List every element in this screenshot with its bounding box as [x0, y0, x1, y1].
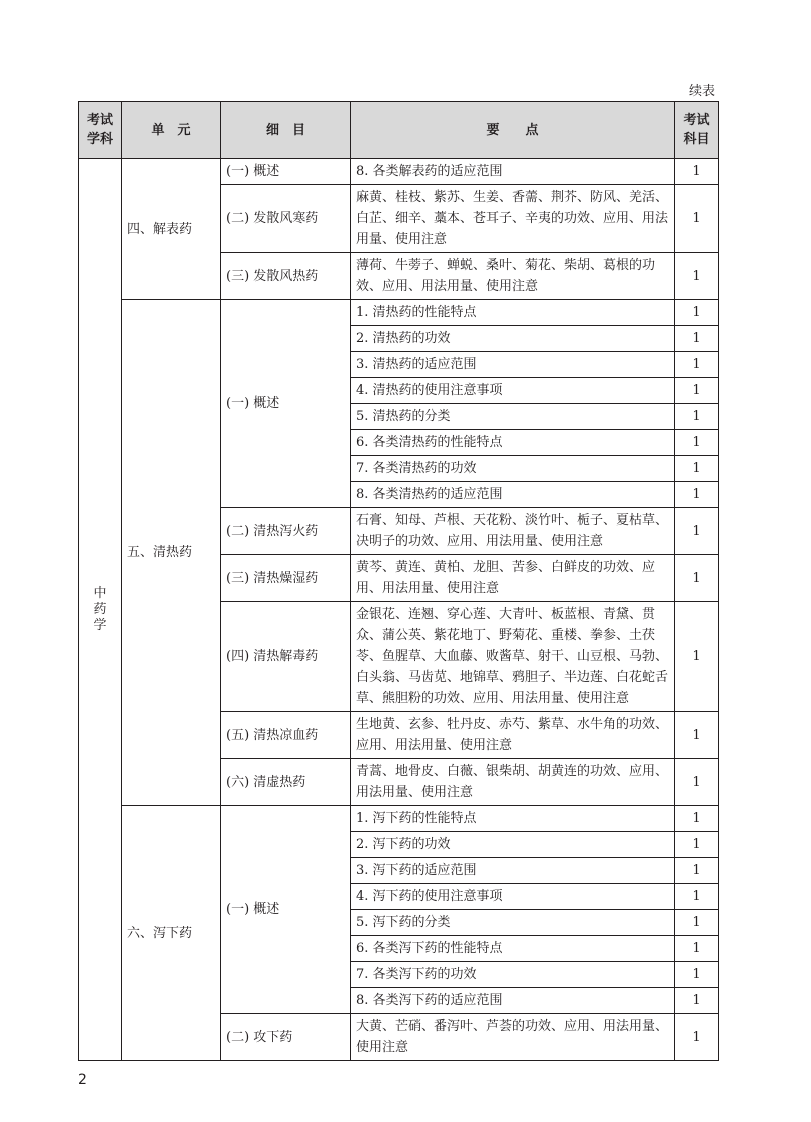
count-cell: 1 [675, 832, 719, 858]
unit-cell: 五、清热药 [122, 300, 221, 806]
detail-cell: (二) 发散风寒药 [221, 185, 351, 253]
header-detail: 细 目 [221, 102, 351, 159]
header-subject: 考试学科 [79, 102, 122, 159]
syllabus-table [78, 101, 719, 1061]
detail-cell: (一) 概述 [221, 159, 351, 185]
point-cell: 5. 清热药的分类 [351, 404, 675, 430]
point-cell: 8. 各类解表药的适应范围 [351, 159, 675, 185]
point-cell: 8. 各类泻下药的适应范围 [351, 988, 675, 1014]
point-cell: 6. 各类清热药的性能特点 [351, 430, 675, 456]
count-cell: 1 [675, 910, 719, 936]
detail-cell: (四) 清热解毒药 [221, 602, 351, 712]
detail-cell: (一) 概述 [221, 806, 351, 1014]
detail-cell: (五) 清热凉血药 [221, 712, 351, 759]
unit-cell: 四、解表药 [122, 159, 221, 300]
count-cell: 1 [675, 430, 719, 456]
count-cell: 1 [675, 508, 719, 555]
count-cell: 1 [675, 404, 719, 430]
table-header-row [79, 102, 719, 159]
point-cell: 3. 泻下药的适应范围 [351, 858, 675, 884]
point-cell: 5. 泻下药的分类 [351, 910, 675, 936]
header-points: 要 点 [351, 102, 675, 159]
point-cell: 7. 各类泻下药的功效 [351, 962, 675, 988]
point-cell: 大黄、芒硝、番泻叶、芦荟的功效、应用、用法用量、使用注意 [351, 1014, 675, 1061]
point-cell: 2. 清热药的功效 [351, 326, 675, 352]
point-cell: 生地黄、玄参、牡丹皮、赤芍、紫草、水牛角的功效、应用、用法用量、使用注意 [351, 712, 675, 759]
count-cell: 1 [675, 185, 719, 253]
subject-char: 药 [93, 601, 107, 617]
point-cell: 1. 泻下药的性能特点 [351, 806, 675, 832]
detail-cell: (二) 清热泻火药 [221, 508, 351, 555]
count-cell: 1 [675, 602, 719, 712]
point-cell: 麻黄、桂枝、紫苏、生姜、香薷、荆芥、防风、羌活、白芷、细辛、藁本、苍耳子、辛夷的功效、应用、用法用量、使用注意 [351, 185, 675, 253]
count-cell: 1 [675, 378, 719, 404]
header-exam: 考试科目 [675, 102, 719, 159]
count-cell: 1 [675, 962, 719, 988]
count-cell: 1 [675, 936, 719, 962]
header-unit: 单 元 [122, 102, 221, 159]
point-cell: 薄荷、牛蒡子、蝉蜕、桑叶、菊花、柴胡、葛根的功效、应用、用法用量、使用注意 [351, 253, 675, 300]
table-row [79, 300, 719, 326]
point-cell: 金银花、连翘、穿心莲、大青叶、板蓝根、青黛、贯众、蒲公英、紫花地丁、野菊花、重楼、拳参、土茯苓、鱼腥草、大血藤、败酱草、射干、山豆根、马勃、白头翁、马齿苋、地锦草、鸦胆子、半边莲、白花蛇舌草、熊胆粉的功效、应用、用法用量、使用注意 [351, 602, 675, 712]
count-cell: 1 [675, 759, 719, 806]
point-cell: 青蒿、地骨皮、白薇、银柴胡、胡黄连的功效、应用、用法用量、使用注意 [351, 759, 675, 806]
detail-cell: (六) 清虚热药 [221, 759, 351, 806]
count-cell: 1 [675, 352, 719, 378]
detail-cell: (一) 概述 [221, 300, 351, 508]
detail-cell: (三) 发散风热药 [221, 253, 351, 300]
point-cell: 6. 各类泻下药的性能特点 [351, 936, 675, 962]
continued-label: 续表 [688, 84, 715, 99]
point-cell: 黄芩、黄连、黄柏、龙胆、苦参、白鲜皮的功效、应用、用法用量、使用注意 [351, 555, 675, 602]
point-cell: 石膏、知母、芦根、天花粉、淡竹叶、栀子、夏枯草、决明子的功效、应用、用法用量、使用注意 [351, 508, 675, 555]
page-number: 2 [78, 1072, 87, 1088]
point-cell: 8. 各类清热药的适应范围 [351, 482, 675, 508]
point-cell: 3. 清热药的适应范围 [351, 352, 675, 378]
subject-name [84, 586, 116, 634]
count-cell: 1 [675, 159, 719, 185]
count-cell: 1 [675, 858, 719, 884]
point-cell: 4. 泻下药的使用注意事项 [351, 884, 675, 910]
count-cell: 1 [675, 988, 719, 1014]
count-cell: 1 [675, 555, 719, 602]
subject-char: 中 [93, 585, 107, 601]
count-cell: 1 [675, 1014, 719, 1061]
unit-cell: 六、泻下药 [122, 806, 221, 1061]
count-cell: 1 [675, 712, 719, 759]
point-cell: 2. 泻下药的功效 [351, 832, 675, 858]
detail-cell: (二) 攻下药 [221, 1014, 351, 1061]
count-cell: 1 [675, 806, 719, 832]
point-cell: 4. 清热药的使用注意事项 [351, 378, 675, 404]
count-cell: 1 [675, 482, 719, 508]
count-cell: 1 [675, 253, 719, 300]
point-cell: 7. 各类清热药的功效 [351, 456, 675, 482]
count-cell: 1 [675, 456, 719, 482]
subject-cell [79, 159, 122, 1061]
point-cell: 1. 清热药的性能特点 [351, 300, 675, 326]
table-row [79, 806, 719, 832]
subject-char: 学 [93, 617, 107, 633]
detail-cell: (三) 清热燥湿药 [221, 555, 351, 602]
count-cell: 1 [675, 326, 719, 352]
table-row [79, 159, 719, 185]
count-cell: 1 [675, 884, 719, 910]
count-cell: 1 [675, 300, 719, 326]
